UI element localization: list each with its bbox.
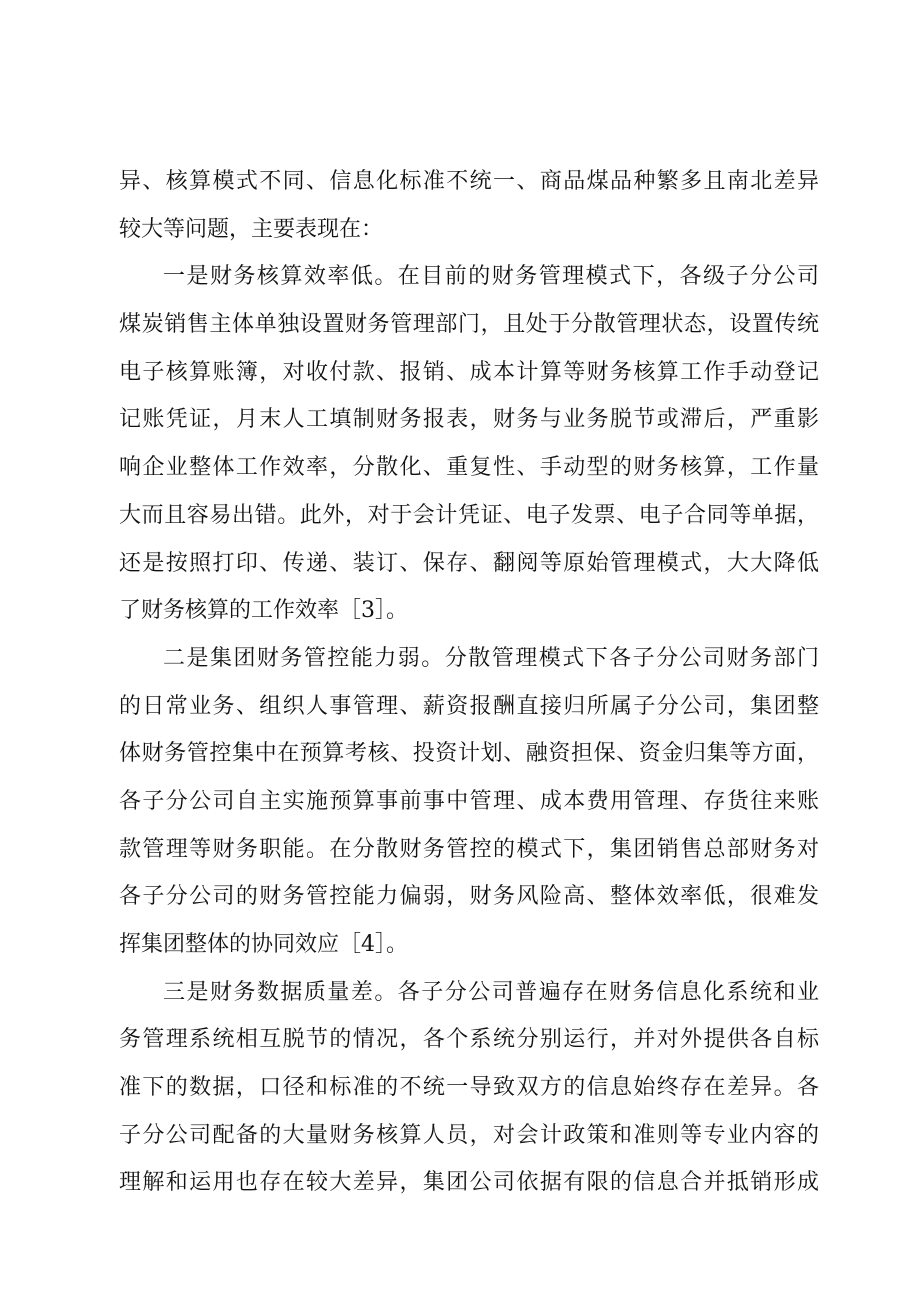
text-line: 各子分公司自主实施预算事前事中管理、成本费用管理、存货往来账 (119, 788, 819, 814)
text-line: 煤炭销售主体单独设置财务管理部门，且处于分散管理状态，设置传统 (119, 312, 819, 338)
text-line: 电子核算账簿，对收付款、报销、成本计算等财务核算工作手动登记 (119, 359, 819, 385)
text-line: 还是按照打印、传递、装订、保存、翻阅等原始管理模式，大大降低 (119, 550, 819, 576)
text-line: 准下的数据，口径和标准的不统一导致双方的信息始终存在差异。各 (119, 1075, 819, 1101)
text-line: 响企业整体工作效率，分散化、重复性、手动型的财务核算，工作量 (119, 455, 819, 481)
text-line: 款管理等财务职能。在分散财务管控的模式下，集团销售总部财务对 (119, 836, 819, 862)
text-line: 体财务管控集中在预算考核、投资计划、融资担保、资金归集等方面， (119, 741, 819, 767)
text-line: 异、核算模式不同、信息化标准不统一、商品煤品种繁多且南北差异 (119, 169, 819, 194)
text-line: 理解和运用也存在较大差异，集团公司依据有限的信息合并抵销形成 (119, 1170, 819, 1196)
paragraph-start-line: 一是财务核算效率低。在目前的财务管理模式下，各级子分公司 (163, 264, 819, 290)
text-line: 挥集团整体的协同效应［4］。 (119, 932, 408, 957)
text-line: 大而且容易出错。此外，对于会计凭证、电子发票、电子合同等单据， (119, 502, 819, 528)
paragraph-start-line: 二是集团财务管控能力弱。分散管理模式下各子分公司财务部门 (163, 645, 819, 671)
text-line: 的日常业务、组织人事管理、薪资报酬直接归所属子分公司，集团整 (119, 693, 819, 719)
document-page (119, 158, 819, 1207)
text-line: 子分公司配备的大量财务核算人员，对会计政策和准则等专业内容的 (119, 1122, 819, 1148)
text-line: 记账凭证，月末人工填制财务报表，财务与业务脱节或滞后，严重影 (119, 407, 819, 433)
text-line: 了财务核算的工作效率［3］。 (119, 598, 408, 624)
paragraph-start-line: 三是财务数据质量差。各子分公司普遍存在财务信息化系统和业 (163, 979, 819, 1005)
text-line: 较大等问题，主要表现在： (119, 216, 384, 242)
text-line: 各子分公司的财务管控能力偏弱，财务风险高、整体效率低，很难发 (119, 884, 819, 910)
text-line: 务管理系统相互脱节的情况，各个系统分别运行，并对外提供各自标 (119, 1027, 819, 1053)
